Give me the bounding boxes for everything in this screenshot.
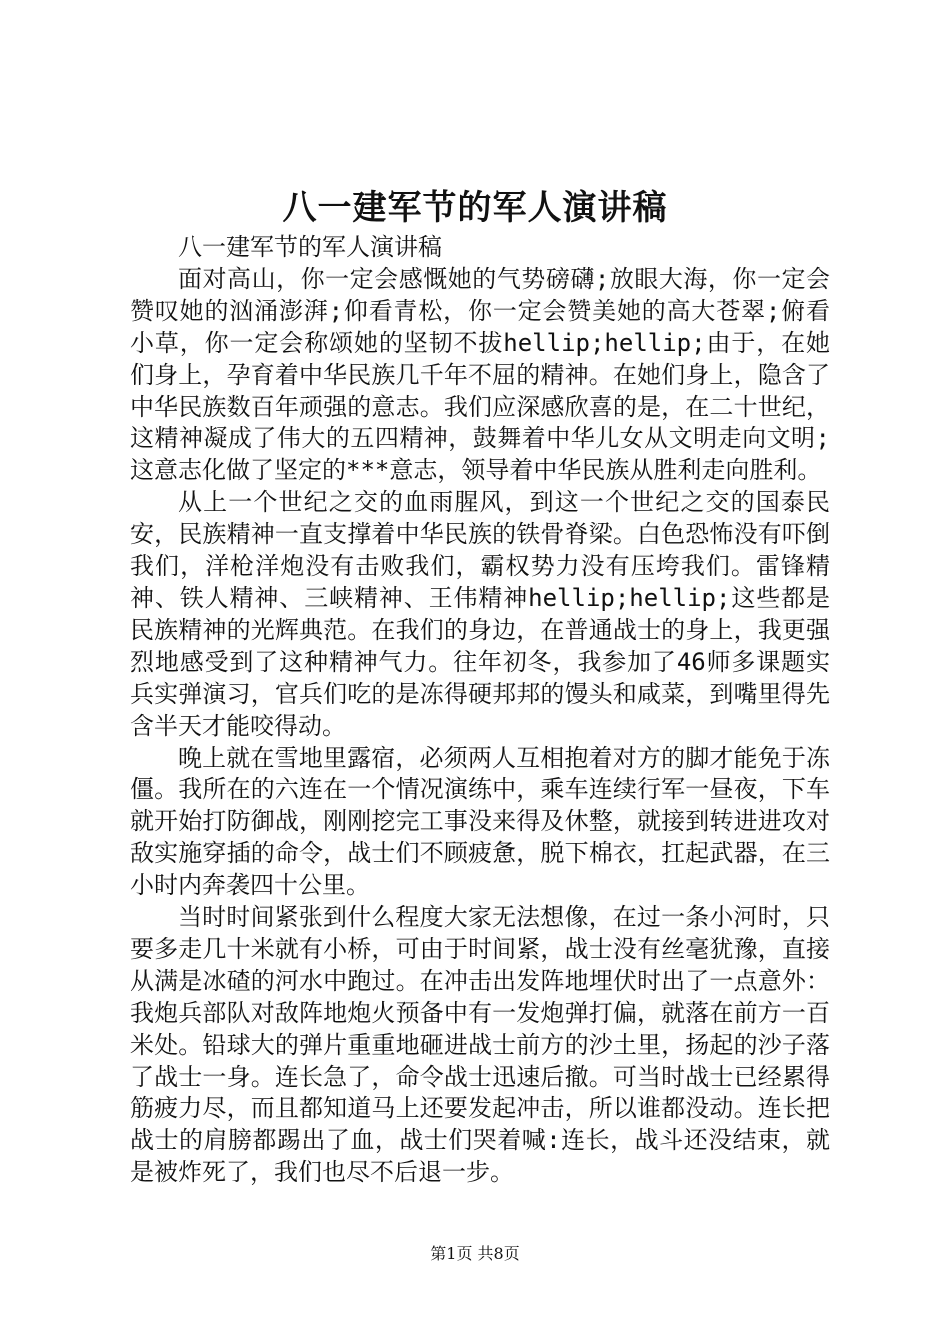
document-body bbox=[130, 232, 830, 1189]
paragraph: 面对高山，你一定会感慨她的气势磅礴;放眼大海，你一定会赞叹她的汹涌澎湃;仰看青松，你一定会赞美她的高大苍翠;俯看小草，你一定会称颂她的坚韧不拔hellip;hellip;由于，在她们身上，孕育着中华民族几千年不屈的精神。在她们身上，隐含了中华民族数百年顽强的意志。我们应深感欣喜的是，在二十世纪，这精神凝成了伟大的五四精神，鼓舞着中华儿女从文明走向文明;这意志化做了坚定的***意志，领导着中华民族从胜利走向胜利。 bbox=[130, 264, 830, 485]
paragraph: 从上一个世纪之交的血雨腥风，到这一个世纪之交的国泰民安，民族精神一直支撑着中华民族的铁骨脊梁。白色恐怖没有吓倒我们，洋枪洋炮没有击败我们，霸权势力没有压垮我们。雷锋精神、铁人精神、三峡精神、王伟精神hellip;hellip;这些都是民族精神的光辉典范。在我们的身边，在普通战士的身上，我更强烈地感受到了这种精神气力。往年初冬，我参加了46师多课题实兵实弹演习，官兵们吃的是冻得硬邦邦的馒头和咸菜，到嘴里得先含半天才能咬得动。 bbox=[130, 488, 830, 740]
paragraph-subtitle: 八一建军节的军人演讲稿 bbox=[178, 233, 442, 261]
paragraph: 当时时间紧张到什么程度大家无法想像，在过一条小河时，只要多走几十米就有小桥，可由于时间紧，战士没有丝毫犹豫，直接从满是冰碴的河水中跑过。在冲击出发阵地埋伏时出了一点意外：我炮兵部队对敌阵地炮火预备中有一发炮弹打偏，就落在前方一百米处。铅球大的弹片重重地砸进战士前方的沙土里，扬起的沙子落了战士一身。连长急了，命令战士迅速后撤。可当时战士已经累得筋疲力尽，而且都知道马上还要发起冲击，所以谁都没动。连长把战士的肩膀都踢出了血，战士们哭着喊:连长，战斗还没结束，就是被炸死了，我们也尽不后退一步。 bbox=[130, 903, 830, 1187]
page-footer: 第1页 共8页 bbox=[430, 1244, 520, 1263]
paragraph: 晚上就在雪地里露宿，必须两人互相抱着对方的脚才能免于冻僵。我所在的六连在一个情况演练中，乘车连续行军一昼夜，下车就开始打防御战，刚刚挖完工事没来得及休整，就接到转进进攻对敌实施穿插的命令，战士们不顾疲惫，脱下棉衣，扛起武器，在三小时内奔袭四十公里。 bbox=[130, 743, 830, 900]
page-title: 八一建军节的军人演讲稿 bbox=[282, 188, 668, 228]
